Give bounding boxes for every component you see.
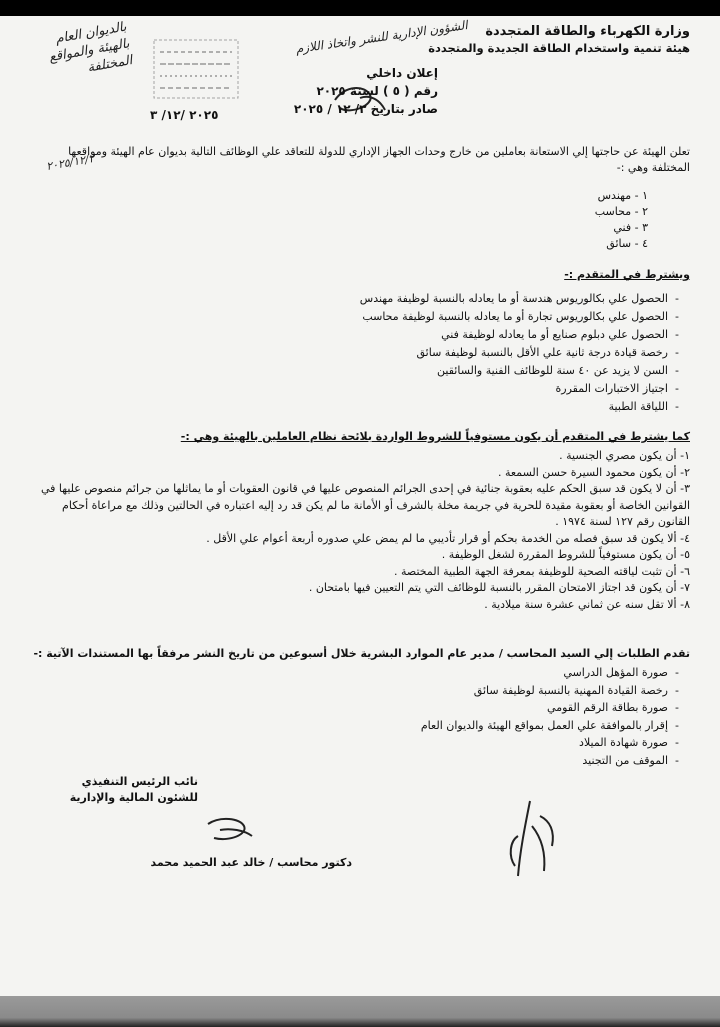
condition-item: ٨- ألا تقل سنه عن ثماني عشرة سنة ميلادية .	[484, 597, 690, 611]
condition-item: ٤- ألا يكون قد سبق فصله من الخدمة بحكم أو قرار تأديبي ما لم يمض علي صدوره أربعة أعوام علي الأقل .	[206, 531, 690, 545]
requirements-list	[360, 290, 686, 416]
handwritten-margin-note: بالديوان العام بالهيئة والمواقع المختلفة	[47, 19, 134, 76]
conditions-heading: كما يشترط في المتقدم أن يكون مستوفياً للشروط الواردة بلائحة نظام العاملين بالهيئة وهي :-	[180, 430, 690, 443]
requirement-item: -الحصول علي بكالوريوس هندسة أو ما يعادله بالنسبة لوظيفة مهندس	[359, 292, 679, 305]
application-instructions: تقدم الطلبات إلي السيد المحاسب / مدير عام الموارد البشرية خلال أسبوعين من تاريخ النشر مرفقاً بها المستندات الآتية :-	[33, 647, 690, 660]
document-item: -صورة بطاقة الرقم القومي	[547, 701, 679, 714]
announcement-type: إعلان داخلي	[366, 66, 438, 80]
condition-item: ٧- أن يكون قد اجتاز الامتحان المقرر بالنسبة للوظائف التي يتم التعيين فيها بامتحان .	[308, 581, 690, 594]
signatory-signature	[200, 812, 260, 848]
job-item: ٤ - سائق	[606, 237, 648, 250]
bottom-gray-bar	[0, 996, 720, 1027]
requirement-item: -اجتياز الاختبارات المقررة	[555, 382, 679, 395]
announcement-number: رقم ( ٥ ) لسنة ٢٠٢٥	[316, 84, 438, 98]
job-item: ١ - مهندس	[597, 189, 648, 202]
condition-item: ٦- أن تثبت لياقته الصحية للوظيفة بمعرفة الجهة الطبية المختصة .	[394, 564, 690, 578]
condition-item: ١- أن يكون مصري الجنسية .	[559, 449, 690, 462]
ministry-name: وزارة الكهرباء والطاقة المتجددة	[485, 24, 690, 39]
handwritten-referral-note: الشؤون الإدارية للنشر واتخاذ اللازم	[294, 18, 469, 56]
job-item: ٢ - محاسب	[594, 205, 648, 218]
document-item: -صورة شهادة الميلاد	[579, 736, 679, 749]
requirement-item: -الحصول علي دبلوم صنايع أو ما يعادله لوظيفة فني	[441, 328, 679, 341]
signatory-name: دكتور محاسب / خالد عبد الحميد محمد	[150, 856, 352, 869]
requirement-item: -اللياقة الطبية	[608, 400, 679, 413]
handwritten-margin-date: ٢٠٢٥/١٢/٢	[45, 151, 96, 174]
requirements-heading: ويشترط في المتقدم :-	[564, 268, 690, 281]
condition-item: ٣- أن لا يكون قد سبق الحكم عليه بعقوبة جنائية في إحدى الجرائم المنصوص عليها في قانون العقوبات أو ما يماثلها من جرائم منصوص عليها في القوانين الخاصة أو بعقوبة مقيدة للحرية في جريمة مخلة بالشرف أو الأمانة ما لم يكن قد رد إليه اعتباره في الحالتين وذلك مع مراعاة أحكام القانون رقم ١٢٧ لسنة ١٩٧٤ .	[40, 482, 690, 528]
approval-signature	[500, 796, 560, 886]
requirement-item: -السن لا يزيد عن ٤٠ سنة للوظائف الفنية والسائقين	[437, 364, 679, 377]
jobs-list	[595, 188, 648, 252]
requirement-item: -الحصول علي بكالوريوس تجارة أو ما يعادله بالنسبة لوظيفة محاسب	[362, 310, 679, 323]
document-item: -إقرار بالموافقة علي العمل بمواقع الهيئة والديوان العام	[420, 718, 679, 732]
requirement-item: -رخصة قيادة درجة ثانية علي الأقل بالنسبة لوظيفة سائق	[416, 346, 679, 359]
documents-list	[421, 664, 686, 769]
intro-paragraph: تعلن الهيئة عن حاجتها إلي الاستعانة بعاملين من خارج وحدات الجهاز الإداري للدولة للتعاقد علي الوظائف التالية بديوان عام الهيئة ومواقعها المختلفة وهي :-	[68, 145, 690, 174]
job-item: ٣ - فني	[613, 221, 648, 234]
announcement-issue-date: صادر بتاريخ ٣/ ١٢ / ٢٠٢٥	[293, 102, 438, 116]
top-black-bar	[0, 0, 720, 16]
condition-item: ٢- أن يكون محمود السيرة حسن السمعة .	[498, 465, 690, 479]
signatory-title: نائب الرئيس التنفيذي للشئون المالية والإدارية	[69, 775, 198, 804]
document-item: -الموقف من التجنيد	[582, 753, 679, 767]
authority-name: هيئة تنمية واستخدام الطاقة الجديدة والمتجددة	[428, 41, 690, 55]
document-item: -رخصة القيادة المهنية بالنسبة لوظيفة سائق	[473, 683, 679, 697]
conditions-list	[30, 448, 690, 613]
registry-date: ٢٠٢٥ /١٢/ ٣	[150, 108, 219, 122]
document-page	[0, 16, 720, 996]
document-item: -صورة المؤهل الدراسي	[563, 666, 679, 679]
condition-item: ٥- أن يكون مستوفياً للشروط المقررة لشغل الوظيفة .	[441, 548, 690, 561]
